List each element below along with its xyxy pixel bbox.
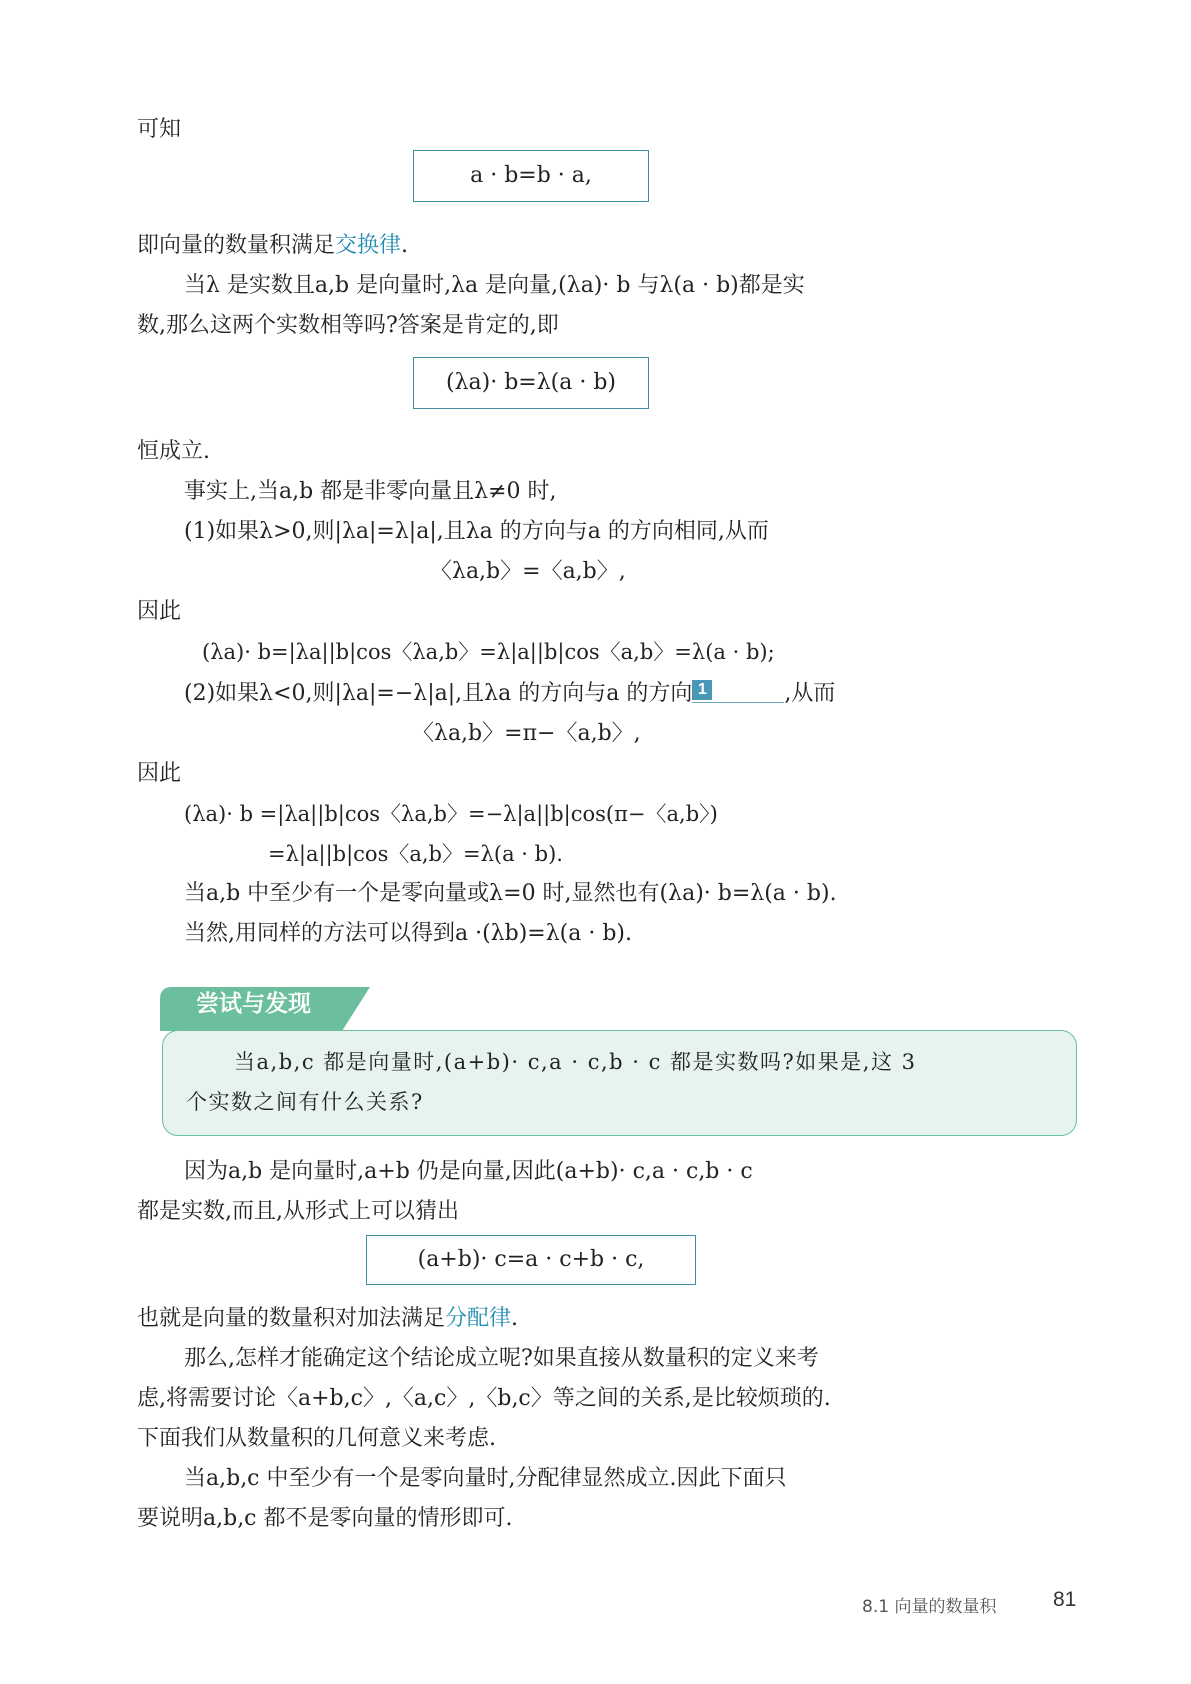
paragraph-text: 即向量的数量积满足 xyxy=(137,233,336,258)
try-section-text: 当a,b,c 都是向量时,(a+b)· c,a · c,b · c 都是实数吗?如果是,这 3 xyxy=(234,1050,917,1074)
paragraph-text: (1)如果λ>0,则|λa|=λ|a|,且λa 的方向与a 的方向相同,从而 xyxy=(184,519,769,544)
footer-section-title: 8.1 向量的数量积 xyxy=(862,1597,997,1617)
formula-box-scalar: (λa)· b=λ(a · b) xyxy=(413,357,649,409)
period: . xyxy=(401,233,409,258)
formula-line: (λa)· b=|λa||b|cos〈λa,b〉=λ|a||b|cos〈a,b〉=λ(a · b); xyxy=(202,640,775,664)
term-commutative-law: 交换律 xyxy=(335,233,402,258)
paragraph-text: 都是实数,而且,从形式上可以猜出 xyxy=(137,1199,459,1224)
paragraph-text: 那么,怎样才能确定这个结论成立呢?如果直接从数量积的定义来考 xyxy=(184,1346,819,1371)
paragraph-text: 当a,b 中至少有一个是零向量或λ=0 时,显然也有(λa)· b=λ(a · b). xyxy=(184,881,837,906)
paragraph-text: 可知 xyxy=(137,117,182,142)
formula-line: 〈λa,b〉=〈a,b〉, xyxy=(430,559,626,584)
paragraph-with-blank xyxy=(184,678,835,710)
paragraph-text: 恒成立. xyxy=(137,439,210,464)
paragraph-text: (2)如果λ<0,则|λa|=−λ|a|,且λa 的方向与a 的方向 xyxy=(184,681,693,706)
term-distributive-law: 分配律 xyxy=(445,1306,512,1331)
formula-line: 〈λa,b〉=π−〈a,b〉, xyxy=(412,721,641,746)
paragraph-text: 也就是向量的数量积对加法满足 xyxy=(137,1306,446,1331)
paragraph-text: 要说明a,b,c 都不是零向量的情形即可. xyxy=(137,1506,513,1531)
formula-box-commutative: a · b=b · a, xyxy=(413,150,649,202)
blank-number-badge: 1 xyxy=(692,680,712,700)
fill-in-blank[interactable] xyxy=(692,678,784,703)
paragraph-distributive xyxy=(137,1303,518,1335)
paragraph-text: 当λ 是实数且a,b 是向量时,λa 是向量,(λa)· b 与λ(a · b)都是实 xyxy=(184,273,805,298)
paragraph-text: 虑,将需要讨论〈a+b,c〉,〈a,c〉,〈b,c〉等之间的关系,是比较烦琐的. xyxy=(137,1386,831,1411)
formula-line: =λ|a||b|cos〈a,b〉=λ(a · b). xyxy=(268,842,563,866)
paragraph-text: 下面我们从数量积的几何意义来考虑. xyxy=(137,1426,496,1451)
paragraph-text: 当然,用同样的方法可以得到a ·(λb)=λ(a · b). xyxy=(184,921,633,946)
try-section-text: 个实数之间有什么关系? xyxy=(186,1090,424,1114)
paragraph-text: 因此 xyxy=(137,761,182,786)
paragraph-text: 因为a,b 是向量时,a+b 仍是向量,因此(a+b)· c,a · c,b · c xyxy=(184,1159,753,1184)
paragraph-commutative xyxy=(137,230,408,262)
paragraph-text: 数,那么这两个实数相等吗?答案是肯定的,即 xyxy=(137,313,559,338)
try-section-title: 尝试与发现 xyxy=(196,991,311,1017)
period: . xyxy=(511,1306,519,1331)
page-number: 81 xyxy=(1053,1588,1077,1611)
paragraph-text: 事实上,当a,b 都是非零向量且λ≠0 时, xyxy=(184,479,557,504)
formula-line: (λa)· b =|λa||b|cos〈λa,b〉=−λ|a||b|cos(π−〈a,b〉) xyxy=(184,802,718,826)
formula-box-distributive: (a+b)· c=a · c+b · c, xyxy=(366,1235,696,1285)
paragraph-text: 当a,b,c 中至少有一个是零向量时,分配律显然成立.因此下面只 xyxy=(184,1466,787,1491)
paragraph-text: 因此 xyxy=(137,599,182,624)
paragraph-text: ,从而 xyxy=(784,681,836,706)
